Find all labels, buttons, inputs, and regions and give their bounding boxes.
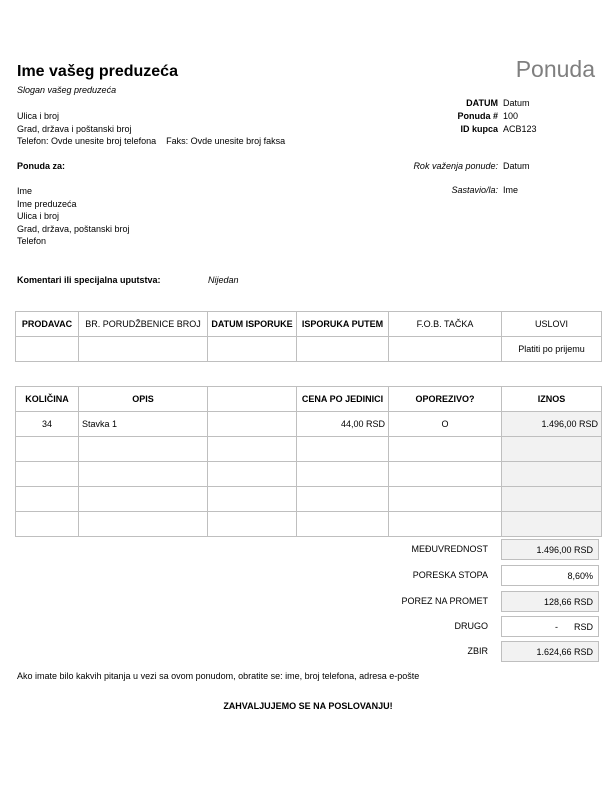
total-label: ZBIR — [467, 646, 488, 656]
item-taxable: O — [389, 412, 502, 437]
shipping-table — [15, 311, 602, 362]
item-cell — [16, 437, 79, 462]
header-quantity: KOLIČINA — [16, 387, 79, 412]
item-cell — [79, 437, 208, 462]
customer-id-label: ID kupca — [460, 124, 498, 134]
table-row — [16, 487, 602, 512]
company-slogan: Slogan vašeg preduzeća — [17, 85, 117, 95]
total-value: 1.624,66 RSD — [501, 641, 599, 662]
other-currency: RSD — [573, 621, 593, 632]
header-amount: IZNOS — [502, 387, 602, 412]
item-cell — [79, 487, 208, 512]
items-header-row — [16, 387, 602, 412]
item-cell — [502, 487, 602, 512]
item-cell — [16, 462, 79, 487]
item-cell — [79, 462, 208, 487]
header-terms: USLOVI — [502, 312, 602, 337]
item-cell — [502, 512, 602, 537]
valid-until-label: Rok važenja ponude: — [413, 161, 498, 171]
header-description: OPIS — [79, 387, 208, 412]
item-cell — [208, 512, 297, 537]
header-taxable: OPOREZIVO? — [389, 387, 502, 412]
item-cell — [389, 462, 502, 487]
sales-tax-label: POREZ NA PROMET — [401, 596, 488, 606]
items-table — [15, 386, 602, 537]
item-unit-price: 44,00 RSD — [297, 412, 389, 437]
recipient-company: Ime preduzeća — [17, 199, 77, 209]
item-cell — [389, 512, 502, 537]
terms-value: Platiti po prijemu — [502, 337, 602, 362]
other-dash: - — [554, 621, 558, 632]
header-salesperson: PRODAVAC — [16, 312, 79, 337]
header-unit-price: CENA PO JEDINICI — [297, 387, 389, 412]
company-fax: Faks: Ovde unesite broj faksa — [166, 136, 286, 146]
customer-id-value: ACB123 — [503, 124, 537, 134]
item-cell — [208, 462, 297, 487]
company-contact-line — [17, 136, 285, 146]
tax-rate-label: PORESKA STOPA — [412, 570, 488, 580]
author-label: Sastavio/la: — [451, 185, 498, 195]
header-po-number: BR. PORUDŽBENICE BROJ — [79, 312, 208, 337]
shipping-header-row — [16, 312, 602, 337]
comments-label: Komentari ili specijalna uputstva: — [17, 275, 161, 285]
company-name: Ime vašeg preduzeća — [17, 63, 178, 80]
item-description-ext — [208, 412, 297, 437]
item-description: Stavka 1 — [79, 412, 208, 437]
item-cell — [79, 512, 208, 537]
item-quantity: 34 — [16, 412, 79, 437]
item-cell — [297, 437, 389, 462]
recipient-street: Ulica i broj — [17, 211, 60, 221]
shipping-cell — [16, 337, 79, 362]
recipient-label: Ponuda za: — [17, 161, 66, 171]
item-cell — [297, 487, 389, 512]
tax-rate-value: 8,60% — [501, 565, 599, 586]
date-label: DATUM — [466, 98, 498, 108]
header-description-ext — [208, 387, 297, 412]
company-city: Grad, država i poštanski broj — [17, 124, 132, 134]
item-cell — [297, 512, 389, 537]
shipping-cell — [389, 337, 502, 362]
shipping-cell — [79, 337, 208, 362]
subtotal-value: 1.496,00 RSD — [501, 539, 599, 560]
item-cell — [16, 512, 79, 537]
table-row — [16, 512, 602, 537]
contact-note: Ako imate bilo kakvih pitanja u vezi sa ovom ponudom, obratite se: ime, broj telefona, adresa e-pošte — [17, 671, 420, 681]
header-fob: F.O.B. TAČKA — [389, 312, 502, 337]
other-label: DRUGO — [454, 621, 488, 631]
valid-until-value: Datum — [503, 161, 530, 171]
recipient-phone: Telefon — [17, 236, 47, 246]
header-ship-via: ISPORUKA PUTEM — [297, 312, 389, 337]
sales-tax-value: 128,66 RSD — [501, 591, 599, 612]
item-cell — [502, 437, 602, 462]
recipient-city: Grad, država, poštanski broj — [17, 224, 130, 234]
company-street: Ulica i broj — [17, 111, 60, 121]
comments-value: Nijedan — [208, 275, 239, 285]
shipping-cell — [297, 337, 389, 362]
item-cell — [502, 462, 602, 487]
quote-number-label: Ponuda # — [457, 111, 498, 121]
item-cell — [389, 487, 502, 512]
shipping-data-row — [16, 337, 602, 362]
item-cell — [297, 462, 389, 487]
shipping-cell — [208, 337, 297, 362]
item-amount: 1.496,00 RSD — [502, 412, 602, 437]
document-title: Ponuda — [515, 56, 595, 82]
quote-number-value: 100 — [503, 111, 519, 121]
table-row — [16, 412, 602, 437]
item-cell — [389, 437, 502, 462]
item-cell — [208, 437, 297, 462]
date-value: Datum — [503, 98, 530, 108]
company-phone: Telefon: Ovde unesite broj telefona — [17, 136, 157, 146]
thank-you-message: ZAHVALJUJEMO SE NA POSLOVANJU! — [223, 701, 393, 711]
recipient-name: Ime — [17, 186, 33, 196]
other-value — [501, 616, 599, 637]
header-ship-date: DATUM ISPORUKE — [208, 312, 297, 337]
table-row — [16, 462, 602, 487]
table-row — [16, 437, 602, 462]
author-value: Ime — [503, 185, 519, 195]
subtotal-label: MEĐUVREDNOST — [411, 544, 488, 554]
item-cell — [16, 487, 79, 512]
item-cell — [208, 487, 297, 512]
